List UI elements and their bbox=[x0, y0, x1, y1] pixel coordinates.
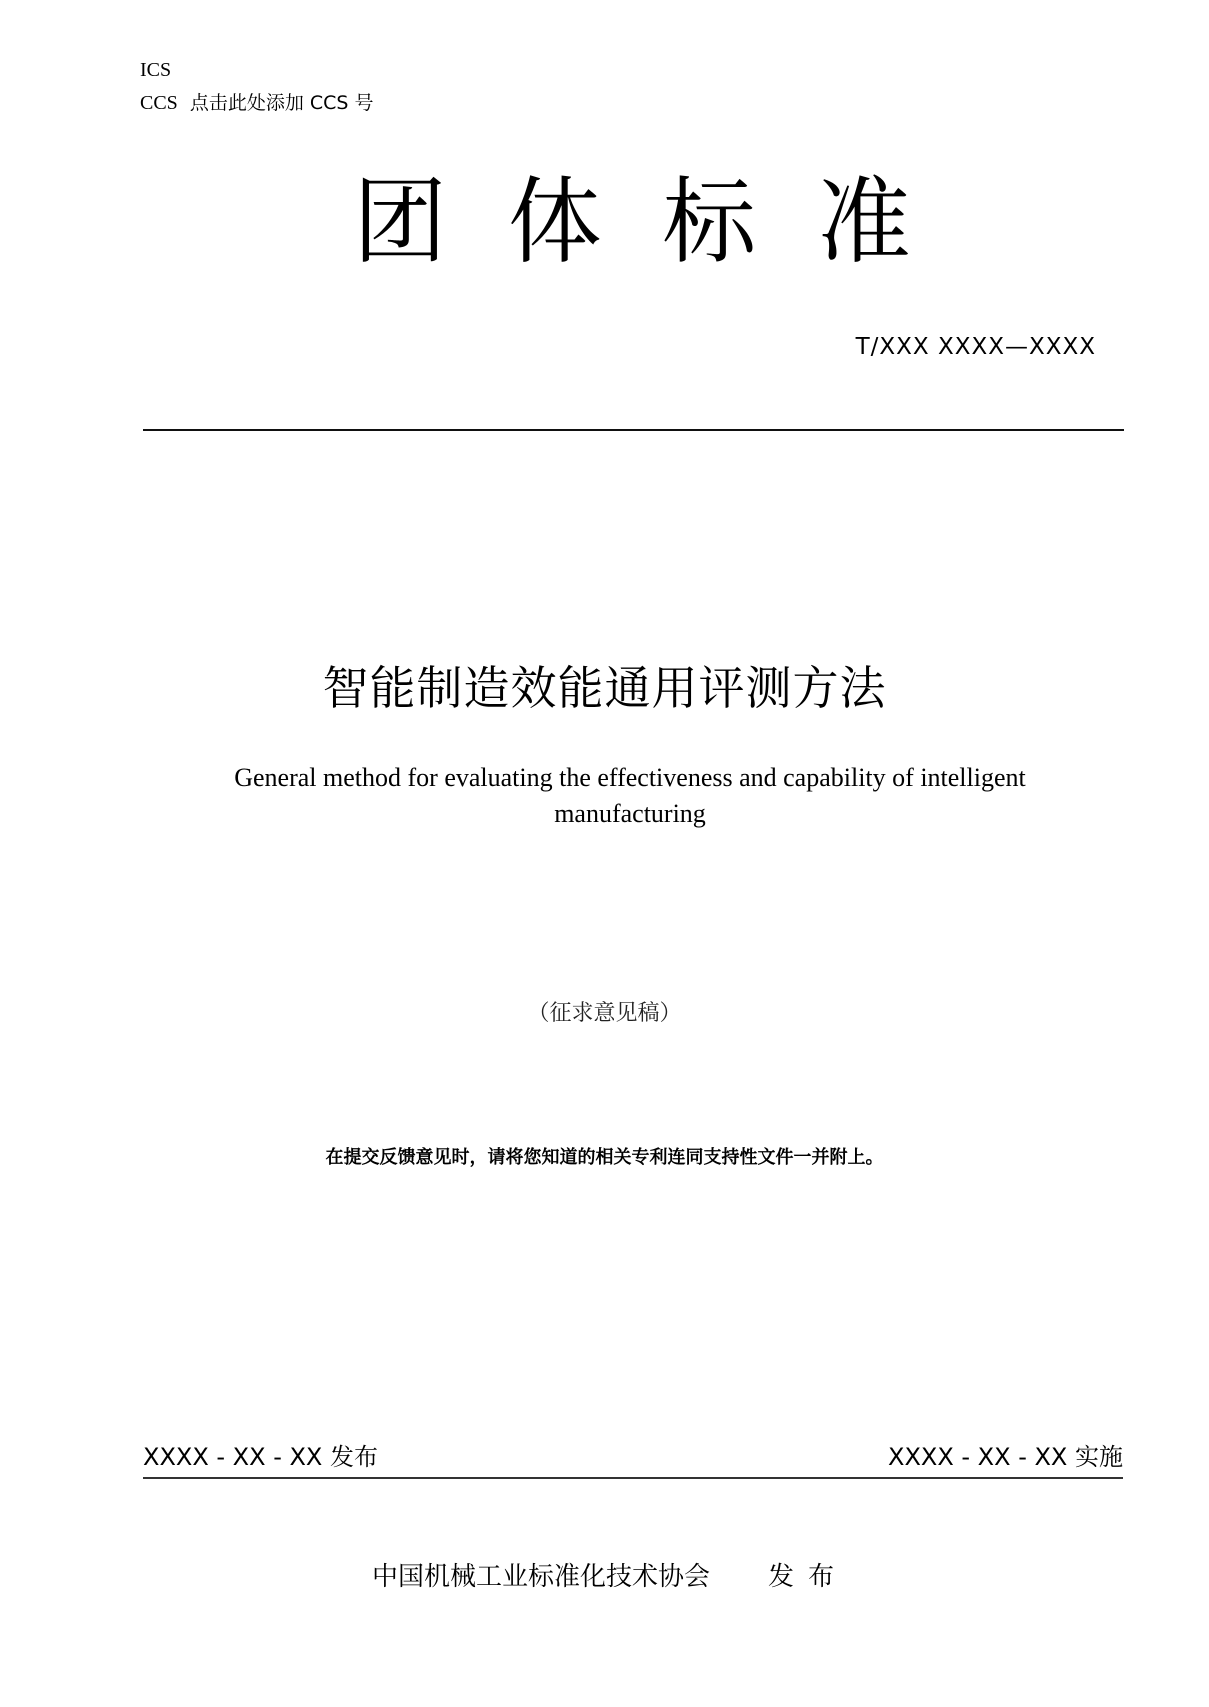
ics-label: ICS bbox=[140, 59, 172, 81]
ccs-label: CCS bbox=[140, 92, 178, 114]
standard-type-char: 团 bbox=[352, 168, 447, 277]
ccs-placeholder-field[interactable]: 点击此处添加 CCS 号 bbox=[189, 92, 374, 114]
draft-status: （征求意见稿） bbox=[527, 1000, 682, 1025]
publisher-organization: 中国机械工业标准化技术协会 bbox=[372, 1562, 711, 1592]
footer-divider bbox=[143, 1477, 1123, 1479]
publisher-line bbox=[372, 1560, 848, 1594]
standard-type-heading bbox=[352, 168, 912, 278]
publisher-verb: 发布 bbox=[768, 1562, 849, 1592]
header-divider bbox=[143, 429, 1124, 431]
patent-notice: 在提交反馈意见时，请将您知道的相关专利连同支持性文件一并附上。 bbox=[325, 1147, 884, 1168]
standard-type-char: 标 bbox=[662, 168, 757, 277]
ccs-line bbox=[140, 91, 374, 115]
release-date: XXXX - XX - XX 发布 bbox=[143, 1443, 378, 1471]
implementation-date: XXXX - XX - XX 实施 bbox=[888, 1443, 1123, 1471]
english-title: General method for evaluating the effectiveness and capability of intelligent manufacturing bbox=[234, 763, 1026, 828]
chinese-title: 智能制造效能通用评测方法 bbox=[322, 661, 887, 715]
standard-type-char: 体 bbox=[507, 168, 602, 277]
standard-type-char: 准 bbox=[816, 168, 911, 277]
document-number: T/XXX XXXX—XXXX bbox=[855, 334, 1096, 360]
